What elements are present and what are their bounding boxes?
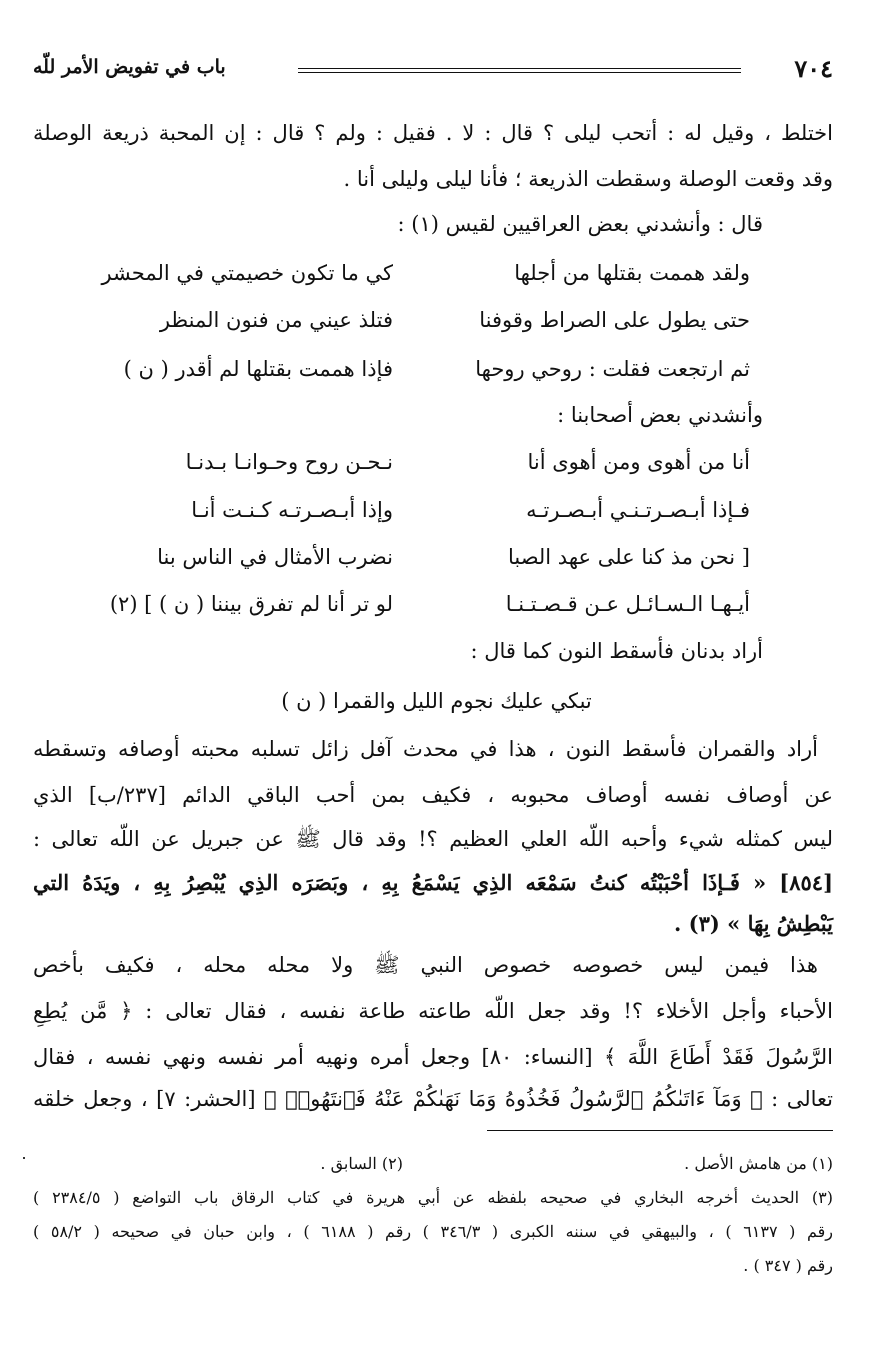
verse-first-half: أنا من أهوى ومن أهوى أنا xyxy=(527,450,750,474)
text-line: اختلط ، وقيل له : أتحب ليلى ؟ قال : لا . فقيل : ولم ؟ قال : إن المحبة ذريعة الوصلة xyxy=(33,121,833,145)
text-line: الأحباء وأجل الأخلاء ؟! وقد جعل اللّه طاعته طاعة نفسه ، فقال تعالى : ﴿ مَّن يُطِعِ xyxy=(33,999,833,1023)
hadith-line: [٨٥٤] « فَـإذَا أحْبَبْتُه كنتُ سَمْعَه الذِي يَسْمَعُ بِهِ ، وبَصَرَه الذِي يُبْصِرُ بِهِ ، ويَدَهُ التي xyxy=(33,870,833,895)
verse-second-half: نـحـن روح وحـوانـا بـدنـا xyxy=(185,450,393,474)
poem-intro: قال : وأنشدني بعض العراقيين لقيس (١) : xyxy=(397,212,763,236)
verse-second-half: فإذا هممت بقتلها لم أقدر ( ن ) xyxy=(123,357,393,381)
text-line: أراد والقمران فأسقط النون ، هذا في محدث آفل زائل تسلبه محبته أوصافه وتسقطه xyxy=(33,737,818,761)
poem-intro: وأنشدني بعض أصحابنا : xyxy=(557,403,763,427)
verse-second-half: لو تر أنا لم تفرق بيننا ( ن ) ] (٢) xyxy=(109,592,393,616)
text-line: وقد وقعت الوصلة وسقطت الذريعة ؛ فأنا ليلى وليلى أنا . xyxy=(343,167,833,191)
footnote-3-line: رقم ( ٦١٣٧ ) ، والبيهقي في سننه الكبرى ( ٣٤٦/٣ ) رقم ( ٦١٨٨ ) ، وابن حبان في صحيحه ( ٥٨/٢ ) xyxy=(33,1222,834,1241)
text-line: الرَّسُولَ فَقَدْ أَطَاعَ اللَّهَ ﴾ [النساء: ٨٠] وجعل أمره ونهيه أمر نفسه ونهي نفسه ، فقال xyxy=(33,1045,833,1069)
page-header xyxy=(33,52,833,92)
footnote-3-line: (٣) الحديث أخرجه البخاري في صحيحه بلفظه عن أبي هريرة في كتاب الرقاق باب التواضع ( ٢٣٨٤/٥ ) xyxy=(33,1188,834,1207)
footnote-1: (١) من هامش الأصل . xyxy=(684,1154,833,1173)
verse-first-half: ولقد هممت بقتلها من أجلها xyxy=(514,261,750,285)
verse-first-half: أيـهـا الـسـائـل عـن قـصـتـنـا xyxy=(505,592,750,616)
header-rule xyxy=(298,68,741,69)
footnote-3-line: رقم ( ٣٤٧ ) . xyxy=(743,1256,833,1275)
verse-first-half: فـإذا أبـصـرتـنـي أبـصـرتـه xyxy=(526,498,750,522)
verse-first-half: ثم ارتجعت فقلت : روحي روحها xyxy=(475,357,750,381)
text-line: ليس كمثله شيء وأحبه اللّه العلي العظيم ؟! وقد قال ﷺ عن جبريل عن اللّه تعالى : xyxy=(33,827,833,851)
verse-second-half: فتلذ عيني من فنون المنظر xyxy=(159,308,393,332)
page-number: ٧٠٤ xyxy=(794,54,833,83)
text-line: تعالى : ﴿ وَمَآ ءَاتَىٰكُمُ ٱلرَّسُولُ فَخُذُوهُ وَمَا نَهَىٰكُمْ عَنْهُ فَٱنتَهُوا۟ ﴾ [الحشر: ٧] ، وجعل خلقه xyxy=(33,1087,833,1111)
footnote-separator xyxy=(487,1130,833,1131)
margin-mark xyxy=(23,1157,25,1159)
text-line: هذا فيمن ليس خصوصه خصوص النبي ﷺ ولا محله محله ، فكيف بأخص xyxy=(33,953,818,977)
verse-second-half: وإذا أبـصـرتـه كـنـت أنـا xyxy=(191,498,393,522)
verse-second-half: كي ما تكون خصيمتي في المحشر xyxy=(101,261,393,285)
text-line: أراد بدنان فأسقط النون كما قال : xyxy=(470,639,763,663)
quoted-verse: تبكي عليك نجوم الليل والقمرا ( ن ) xyxy=(281,689,592,713)
text-line: عن أوصاف نفسه أوصاف محبوبه ، فكيف بمن أحب الباقي الدائم [٢٣٧/ب] الذي xyxy=(33,783,833,807)
running-title: باب في تفويض الأمر للّه xyxy=(33,56,226,78)
footnote-2: (٢) السابق . xyxy=(320,1154,403,1173)
verse-second-half: نضرب الأمثال في الناس بنا xyxy=(157,545,393,569)
hadith-line: يَبْطِشُ بِهَا » (٣) . xyxy=(674,911,833,936)
verse-first-half: حتى يطول على الصراط وقوفنا xyxy=(479,308,750,332)
verse-first-half: [ نحن مذ كنا على عهد الصبا xyxy=(507,545,750,569)
